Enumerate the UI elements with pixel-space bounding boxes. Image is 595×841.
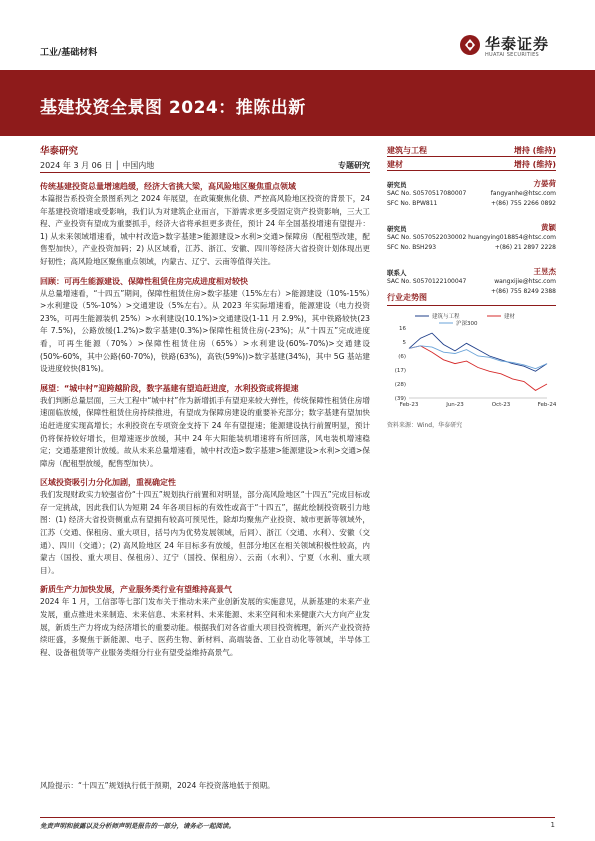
rating-value: 增持 (维持) [513, 160, 556, 169]
section-body: 我们判断总量层面，三大工程中“城中村”作为新增抓手有望迎来较大弹性，传统保障性租赁住房增速面临放缓，保障性租赁住房持续推进，有望成为保障房建设的重要补充部分；数字基建有望加快追赶进度实现高增长；水利投资在专项资金支持下 24 年有望提速；能源建设执行前置明显，预计仍将保持较好增长，但增速逐步放缓，其中 24 年大阳能装机增速将有所回落，风电装机增速稳定；交通基建预计放缓。故从未来总量增速看，城中村改造>数字基建>能源建设>水利>交通>保障房（配租型放缓，配售型加快）。 [40, 395, 370, 468]
analyst-name: 方晏荷 [533, 179, 556, 188]
rating-sector: 建材 [387, 160, 403, 169]
section [40, 476, 370, 577]
section-body: 本篇报告系投资全景图系列之 2024 年展望，在政策聚焦化债、严控高风险地区投资的背景下，24 年基建投资增速或受影响，我们认为对建筑企业而言，下游需求更多受固定资产投资影响，三大工程、产业投资有望成为重要抓手，经济大省将承担更多责任，预计 24 年全国基投增速有望提升：1) 从未来领域增速看，城中村改造>数字基建>能源建设>水利>交通>保障房（配租型改建，配售型加快），产业投资加码；2) 从区域看，江苏、浙江、安徽、四川等经济大省投资计划体现出更好韧性；高风险地区聚焦重点领域，内蒙古、辽宁、云南等值得关注。 [40, 194, 370, 266]
analyst-name: 黄颖 [541, 223, 556, 232]
section [40, 180, 370, 269]
y-tick-label: (39) [394, 396, 406, 402]
report-title: 基建投资全景图 2024：推陈出新 [40, 98, 306, 118]
logo-text-cn: 华泰证券 [485, 35, 550, 53]
risk-warning: 风险提示：“十四五”规划执行低于预期，2024 年投资落地低于预期。 [40, 781, 275, 790]
analyst-card [387, 221, 556, 259]
chart-title: 行业走势图 [387, 293, 427, 302]
y-tick-label: (6) [398, 354, 406, 360]
analyst-sfc: SFC No. BPW811 [387, 200, 438, 207]
report-category: 工业/基础材料 [40, 48, 98, 58]
section-heading: 回顾：可再生能源建设、保障性租赁住房完成进度相对较快 [40, 276, 248, 286]
x-tick-label: Feb-24 [537, 402, 556, 408]
section-body: 从总量增速看，“十四五”期间，保障性租赁住房>数字基建（15%左右）>能源建设（10%-15%）>水利建设（5%-10%）>交通建设（5%左右）。从 2023 年实际增速看，能源建设（电力投资 23%，可再生能源装机 25%）>水利建设(10.1%)>交通建设(1-11 月 2.9%)，其中铁路较快(23 年 7.5%)，公路放缓(1.2%)>数字基建(0.3%)>保障性租赁住房(-23%)；从“十四五”完成进度看，可再生能源（70%）>保障性租赁住房（65%）>水利建设(60%-70%)>交通建设(50%-60%，其中公路(60-70%)，铁路(63%)，高铁(59%))>数字基建(34%)，其中 5G 基站建设进度较快(81%)。 [40, 288, 370, 374]
section-heading: 展望：“城中村”迎跨越阶段，数字基建有望追赶进度，水利投资或将提速 [40, 383, 299, 393]
legend-label: 沪深300 [456, 321, 478, 327]
chart-source: 资料来源：Wind，华泰研究 [387, 422, 463, 429]
analyst-phone: +(86) 755 2266 0892 [490, 200, 556, 207]
section-body: 2024 年 1 月，工信部等七部门发布关于推动未来产业创新发展的实施意见，从新基建的未来产业发展，重点推进未来制造、未来信息、未来材料、未来能源、未来空间和未来健康六大方向产业发展，新质生产力将成为经济增长的重要动能。根据我们对各省重大项目投资梳理，新兴产业投资持续旺盛，多聚焦于新能源、电子、医药生物、新材料、高端装备、工业自动化等领域，半导体工程、设备租赁等产业服务类细分行业有望受益维持高景气。 [40, 597, 370, 657]
y-tick-label: (17) [394, 368, 406, 374]
main-content [40, 180, 370, 659]
analyst-email[interactable]: wangxijie@htsc.com [494, 278, 556, 285]
analyst-sac: SAC No. S0570517080007 [387, 190, 467, 197]
legend-label: 建筑与工程 [432, 314, 460, 320]
section-heading: 新质生产力加快发展，产业服务类行业有望维持高景气 [40, 585, 232, 595]
rating-value: 增持 (维持) [513, 146, 556, 155]
chart-rule [387, 305, 556, 306]
sidebar [387, 143, 556, 303]
page-number: 1 [550, 821, 555, 829]
section-heading: 传统基建投资总量增速趋缓，经济大省挑大梁，高风险地区聚焦重点领域 [40, 182, 296, 191]
analyst-phone: +(86) 21 2897 2228 [494, 244, 556, 251]
series-line-2 [409, 346, 547, 391]
disclaimer: 免责声明和披露以及分析师声明是报告的一部分，请务必一起阅读。 [40, 822, 235, 830]
analyst-phone: +(86) 755 8249 2388 [490, 288, 556, 295]
analyst-role: 研究员 [387, 225, 407, 233]
title-band [0, 70, 595, 136]
research-label: 华泰研究 [40, 146, 79, 157]
x-tick-label: Jun-23 [446, 402, 464, 408]
rating-row [387, 143, 556, 157]
analyst-sac: SAC No. S0570122100047 [387, 278, 467, 285]
section [40, 382, 370, 471]
legend-label: 建材 [504, 314, 516, 320]
section [40, 275, 370, 376]
y-tick-label: 5 [402, 340, 406, 346]
huatai-logo [459, 32, 569, 62]
header-rule [40, 172, 370, 173]
section-body: 我们发现财政实力较强省份“十四五”规划执行前置和对明显，部分高风险地区“十四五”完成目标或存一定挑战，因此我们认为短期 24 年各项目标的有效性或高于“十四五”，据此绘制投资吸引力地图：(1) 经济大省投资侧重点有望拥有较高可预见性，除却均聚焦产业投资、城市更新等领域外，江苏（交通、保租房、重大项目，括号内为优势发展领域，后同）、浙江（交通、水利）、安徽（交通）、四川（交通）；(2) 高风险地区 24 年目标多有放缓，但部分地区在相关领域积极性较高，内蒙古（国投、重大项目、保租房）、辽宁（国投、保租房）、云南（水利）、宁夏（水利、重大项目）。 [40, 490, 370, 575]
rating-sector: 建筑与工程 [387, 146, 427, 155]
analyst-role: 联系人 [387, 269, 407, 277]
x-tick-label: Oct-23 [491, 402, 511, 408]
y-tick-label: 16 [399, 326, 406, 332]
analyst-role: 研究员 [387, 181, 407, 189]
analyst-email[interactable]: huangying018854@htsc.com [468, 234, 556, 241]
x-tick-label: Feb-23 [399, 402, 419, 408]
industry-trend-chart [387, 312, 556, 412]
analyst-sfc: SFC No. BSH293 [387, 244, 437, 251]
section-heading: 区域投资吸引力分化加剧，重视确定性 [40, 478, 176, 488]
report-type: 专题研究 [338, 161, 370, 170]
footer-rule [40, 817, 555, 818]
section [40, 583, 370, 659]
logo-mark-icon [459, 34, 481, 56]
analyst-sac: SAC No. S0570522030002 [387, 234, 467, 241]
analyst-email[interactable]: fangyanhe@htsc.com [490, 190, 556, 197]
rating-row [387, 157, 556, 171]
analyst-name: 王昱杰 [533, 267, 556, 276]
y-tick-label: (28) [394, 382, 406, 388]
logo-text-en: HUATAI SECURITIES [485, 52, 539, 58]
analyst-card [387, 177, 556, 215]
report-date: 2024 年 3 月 06 日 │ 中国内地 [40, 161, 155, 170]
